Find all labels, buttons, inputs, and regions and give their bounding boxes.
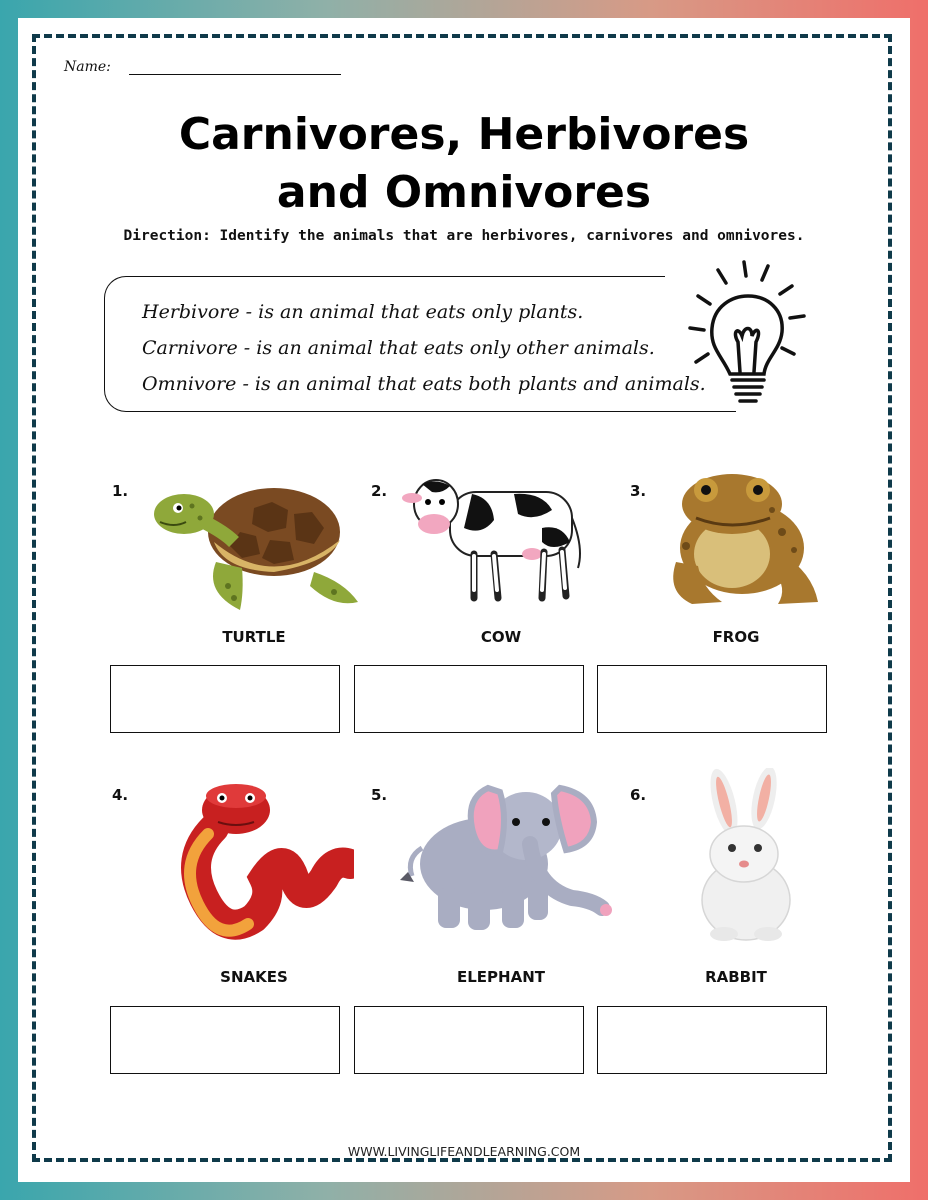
animal-number-6: 6.	[630, 786, 647, 804]
cow-icon	[402, 458, 584, 608]
animal-name-6: RABBIT	[705, 968, 767, 986]
animal-number-3: 3.	[630, 482, 647, 500]
answer-box-5[interactable]	[354, 1006, 584, 1074]
animal-number-1: 1.	[112, 482, 129, 500]
worksheet	[18, 18, 910, 1182]
name-field[interactable]	[129, 56, 341, 75]
definition-list	[142, 294, 706, 402]
animal-name-4: SNAKES	[220, 968, 288, 986]
footer-url: WWW.LIVINGLIFEANDLEARNING.COM	[347, 1144, 581, 1159]
elephant-icon	[396, 768, 612, 938]
animal-number-5: 5.	[371, 786, 388, 804]
definition-carnivore: Carnivore - is an animal that eats only other animals.	[142, 337, 655, 359]
direction-text: Direction: Identify the animals that are herbivores, carnivores and omnivores.	[123, 228, 805, 244]
snake-icon	[174, 768, 354, 948]
answer-box-6[interactable]	[597, 1006, 827, 1074]
animal-name-1: TURTLE	[222, 628, 286, 646]
title-line-2: and Omnivores	[276, 167, 652, 218]
animal-name-3: FROG	[712, 628, 760, 646]
name-label: Name:	[64, 59, 111, 75]
animal-name-5: ELEPHANT	[457, 968, 545, 986]
turtle-icon	[144, 462, 360, 612]
page-title	[18, 106, 910, 222]
animal-name-2: COW	[480, 628, 522, 646]
answer-box-1[interactable]	[110, 665, 340, 733]
answer-box-4[interactable]	[110, 1006, 340, 1074]
title-line-1: Carnivores, Herbivores	[178, 109, 750, 160]
definition-omnivore: Omnivore - is an animal that eats both plants and animals.	[142, 373, 706, 395]
definition-herbivore: Herbivore - is an animal that eats only plants.	[142, 301, 584, 323]
rabbit-icon	[694, 768, 798, 944]
lightbulb-icon	[682, 256, 812, 416]
name-row	[64, 56, 341, 75]
answer-box-3[interactable]	[597, 665, 827, 733]
answer-box-2[interactable]	[354, 665, 584, 733]
animal-number-2: 2.	[371, 482, 388, 500]
frog-icon	[662, 462, 822, 608]
animal-number-4: 4.	[112, 786, 129, 804]
